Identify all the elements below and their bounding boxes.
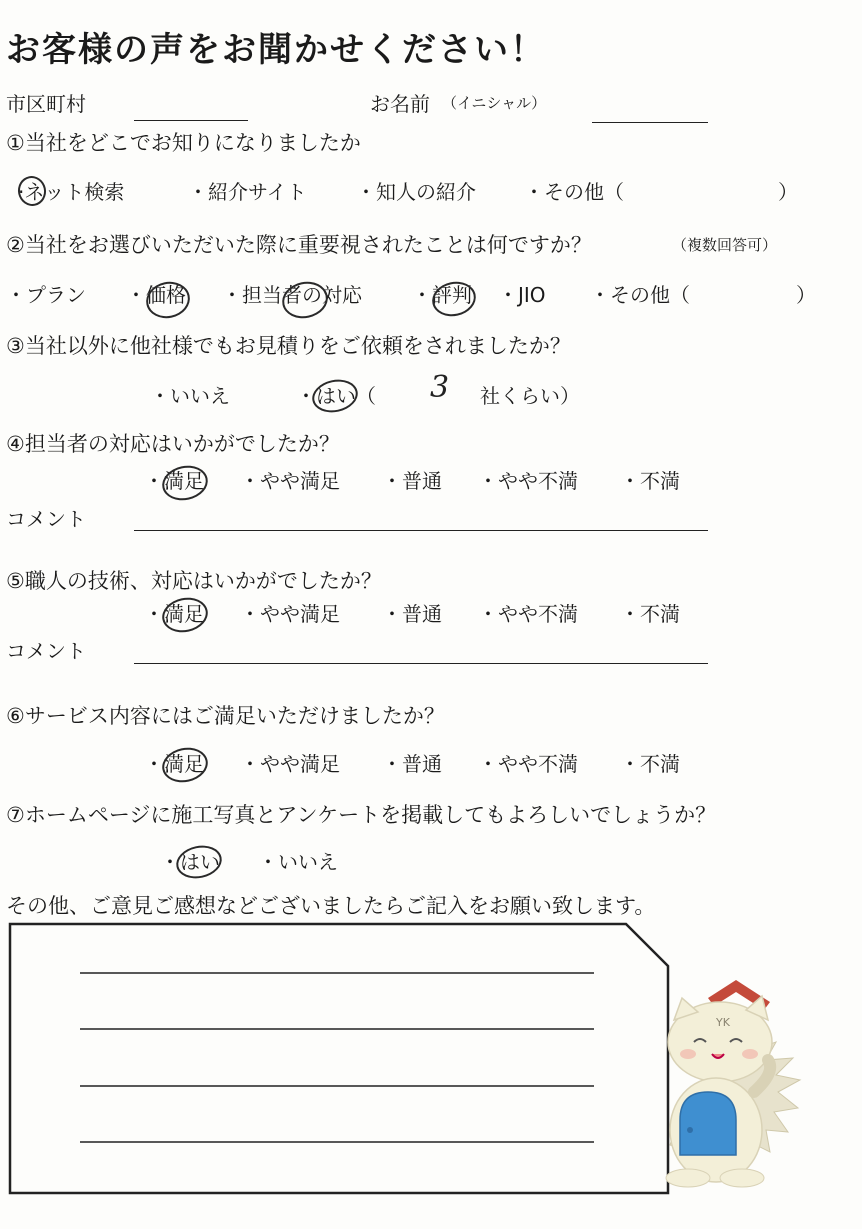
q3-option-no[interactable]: ・いいえ — [150, 384, 230, 408]
q5-option-dissatisfied[interactable]: ・不満 — [620, 602, 680, 626]
q2-note: （複数回答可） — [672, 236, 778, 254]
q2-question: ②当社をお選びいただいた際に重要視されたことは何ですか？ — [6, 233, 592, 257]
q1-question: ①当社をどこでお知りになりましたか — [6, 131, 361, 155]
q6-question: ⑥サービス内容にはご満足いただけましたか？ — [6, 704, 445, 728]
q2-option-other[interactable]: ・その他（ — [590, 283, 690, 307]
q2-other-close: ） — [796, 283, 816, 307]
q1-option-review-site[interactable]: ・紹介サイト — [188, 180, 307, 204]
q6-option-neutral[interactable]: ・普通 — [382, 752, 442, 776]
q1-option-acquaintance[interactable]: ・知人の紹介 — [356, 180, 476, 204]
q4-option-satisfied[interactable]: ・満足 — [144, 469, 204, 493]
q5-comment-label: コメント — [6, 639, 86, 663]
q4-option-somewhat-dissatisfied[interactable]: ・やや不満 — [478, 469, 578, 493]
name-note: （イニシャル） — [442, 94, 547, 112]
city-label: 市区町村 — [6, 92, 86, 116]
q4-option-somewhat-satisfied[interactable]: ・やや満足 — [240, 469, 340, 493]
q3-option-yes[interactable]: ・はい（ — [296, 384, 376, 408]
q4-question: ④担当者の対応はいかがでしたか？ — [6, 432, 340, 456]
name-label: お名前 — [370, 92, 430, 116]
q5-question: ⑤職人の技術、対応はいかがでしたか？ — [6, 569, 382, 593]
q5-option-somewhat-dissatisfied[interactable]: ・やや不満 — [478, 602, 578, 626]
q3-count-suffix: 社くらい） — [480, 384, 580, 408]
cat-mascot-icon — [658, 980, 808, 1190]
q3-count-handwritten[interactable]: 3 — [430, 370, 450, 405]
q5-option-neutral[interactable]: ・普通 — [382, 602, 442, 626]
page-title: お客様の声をお聞かせください！ — [6, 30, 546, 70]
mascot-badge: YK — [716, 1016, 730, 1029]
q4-option-dissatisfied[interactable]: ・不満 — [620, 469, 680, 493]
closing-text: その他、ご意見ご感想などございましたらご記入をお願い致します。 — [6, 894, 656, 918]
q4-comment-label: コメント — [6, 507, 86, 531]
q6-option-dissatisfied[interactable]: ・不満 — [620, 752, 680, 776]
q7-option-no[interactable]: ・いいえ — [258, 850, 338, 874]
q5-option-satisfied[interactable]: ・満足 — [144, 602, 204, 626]
q6-option-somewhat-satisfied[interactable]: ・やや満足 — [240, 752, 340, 776]
q2-option-reputation[interactable]: ・評判 — [412, 283, 472, 307]
q2-option-plan[interactable]: ・プラン — [6, 283, 86, 307]
comment-box-border — [10, 924, 668, 1193]
q6-option-somewhat-dissatisfied[interactable]: ・やや不満 — [478, 752, 578, 776]
q4-option-neutral[interactable]: ・普通 — [382, 469, 442, 493]
q2-option-price[interactable]: ・価格 — [126, 283, 186, 307]
q6-option-satisfied[interactable]: ・満足 — [144, 752, 204, 776]
q1-option-net-search[interactable]: ·ネット検索 — [18, 180, 125, 204]
q2-option-staff[interactable]: ・担当者の対応 — [222, 283, 362, 307]
q3-question: ③当社以外に他社様でもお見積りをご依頼をされましたか？ — [6, 334, 571, 358]
selected-dot-icon: · — [18, 180, 25, 204]
q7-option-yes[interactable]: ・はい — [160, 850, 220, 874]
q5-option-somewhat-satisfied[interactable]: ・やや満足 — [240, 602, 340, 626]
q1-other-close: ） — [778, 180, 798, 204]
q7-question: ⑦ホームページに施工写真とアンケートを掲載してもよろしいでしょうか？ — [6, 803, 717, 827]
q2-option-jio[interactable]: ・JIO — [498, 283, 546, 307]
q1-option-other[interactable]: ・その他（ — [524, 180, 624, 204]
